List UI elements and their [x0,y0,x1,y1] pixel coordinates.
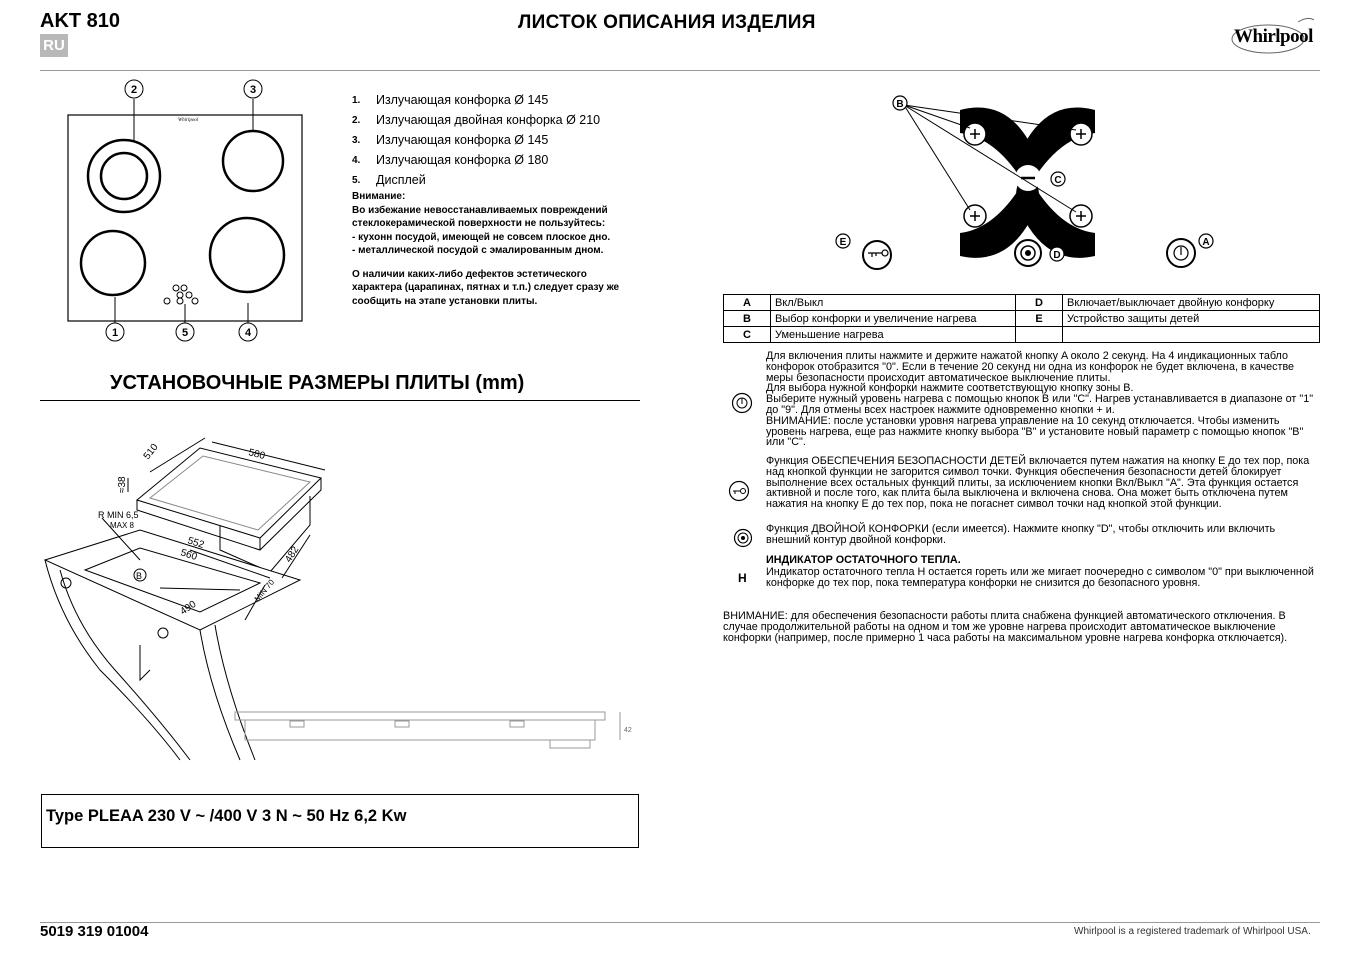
table-row: A Вкл/Выкл D Включает/выключает двойную конфорку [724,295,1320,311]
dim-cut-depth: 482 [283,544,302,565]
brand-logo [1228,14,1320,60]
dim-r-min: R MIN 6,5 [98,510,139,520]
callout-3: 3 [249,84,257,96]
warning-title: Внимание: [352,191,406,202]
warning-item: - кухонн посудой, имеющей не совсем плоское дно. [352,231,611,243]
list-item: 1. Излучающая конфорка Ø 145 [352,93,549,107]
dim-height: ≈38 [117,476,128,493]
hob-top-view-diagram [60,78,315,343]
dim-depth-top: 510 [141,441,161,462]
trademark-note: Whirlpool is a registered trademark of Whirlpool USA. [1074,926,1311,937]
installation-diagram [40,430,640,770]
list-item: 5. Дисплей [352,173,426,187]
part-number: 5019 319 01004 [40,923,149,940]
keys-table [723,294,1320,343]
dim-min-front: MIN 70 [252,577,277,604]
power-icon [731,392,753,414]
label-d: D [1053,250,1061,261]
callout-1: 1 [111,327,119,339]
dim-r-max: MAX 8 [110,521,135,530]
list-item: 2. Излучающая двойная конфорка Ø 210 [352,113,601,127]
label-b: B [896,99,904,110]
type-rating-text: Type PLEAA 230 V ~ /400 V 3 N ~ 50 Hz 6,2 Kw [46,807,407,825]
warning-text: Во избежание невосстанавливаемых повреждений стеклокерамической поверхности не пользуйтесь: [352,204,608,229]
document-title: ЛИСТОК ОПИСАНИЯ ИЗДЕЛИЯ [518,12,816,33]
installation-divider [40,400,640,401]
dim-side-height: 42 [624,727,632,734]
table-row: C Уменьшение нагрева [724,327,1320,343]
dual-zone-text: Функция ДВОЙНОЙ КОНФОРКИ (если имеется). Нажмите кнопку "D", чтобы отключить или включить внешний контур двойной конфорки. [766,523,1276,546]
list-item: 3. Излучающая конфорка Ø 145 [352,133,549,147]
on-off-instructions: Для включения плиты нажмите и держите нажатой кнопку A около 2 секунд. На 4 индикационных табло конфорок отобразится "0". Если в течение 20 секунд ни одна из конфорок не будет включена, в качестве меры безопасности происходит автоматическое выключение плиты. Для выбора нужной конфорки нажмите соответствующую кнопку зоны B. Выберите нужный уровень нагрева с помощью кнопок B или "C". Нагрев устанавливается в диапазоне от "1" до "9". Для отмены всех настроек нажмите одновременно кнопки + и. ВНИМАНИЕ: после установки уровня нагрева управление на 10 секунд отключается. Чтобы изменить уровень нагрева, еще раз нажмите кнопку выбора "B" и установите новый параметр с помощью кнопок "B" или "C". [766,350,1314,449]
type-rating-box [41,794,639,848]
dim-width-top: 580 [247,447,267,462]
warning-item: - металлической посудой с эмалированным дном. [352,245,604,256]
label-a: A [1202,237,1210,248]
auto-off-warning: ВНИМАНИЕ: для обеспечения безопасности работы плита снабжена функцией автоматического отключения. В случае продолжительной работы на одном и том же уровне нагрева происходит автоматическое выключение конфорки (например, после примерно 1 часа работы на максимальном уровне нагрева конфорка отключается). [723,610,1288,644]
child-lock-text: Функция ОБЕСПЕЧЕНИЯ БЕЗОПАСНОСТИ ДЕТЕЙ включается путем нажатия на кнопку E до тех пор, пока над кнопкой функции не загорится символ точки. Функция обеспечения безопасности детей блокирует выполнение всех остальных функций плиты, за исключением кнопки Вкл/Выкл "A". Эта функция остается активной и после того, как плита была выключена и включена снова. Она может быть отключена путем нажатия на кнопку E до тех пор, пока не погаснет символ точки над кнопкой этой функции. [766,455,1310,511]
model-number: AKT 810 [40,10,121,32]
dual-zone-icon [733,528,755,550]
parts-list [352,90,627,308]
callout-5: 5 [181,327,189,339]
dim-cut-width-tol: 560 [179,547,199,564]
residual-title: ИНДИКАТОР ОСТАТОЧНОГО ТЕПЛА. [766,554,961,566]
marker-b: B [136,571,143,581]
brand-name: Whirlpool [1234,26,1313,47]
dim-cut-depth-tol: 490 [178,598,199,618]
header-divider [40,70,1320,71]
callout-4: 4 [244,327,252,339]
list-item: 4. Излучающая конфорка Ø 180 [352,153,549,167]
label-c: C [1054,175,1062,186]
defects-note: О наличии каких-либо дефектов эстетического характера (царапинах, пятнах и т.п.) следует сразу же сообщить на этапе установки плиты. [352,268,620,307]
installation-title: УСТАНОВОЧНЫЕ РАЗМЕРЫ ПЛИТЫ (mm) [110,372,525,394]
residual-letter: H [738,571,747,585]
label-e: E [839,237,847,248]
key-lock-icon [728,480,750,502]
language-badge: RU [40,34,68,57]
svg-text:Whirlpool: Whirlpool [178,118,199,123]
dim-cut-width: 552 [186,535,206,552]
residual-text: Индикатор остаточного тепла H остается гореть или же мигает поочередно с символом "0" при выключенной конфорке до тех пор, пока температура конфорки не снизится до безопасного уровня. [766,566,1314,589]
control-panel-diagram [830,88,1220,278]
footer-divider [40,922,1320,923]
table-row: B Выбор конфорки и увеличение нагрева E Устройство защиты детей [724,311,1320,327]
callout-2: 2 [130,84,138,96]
